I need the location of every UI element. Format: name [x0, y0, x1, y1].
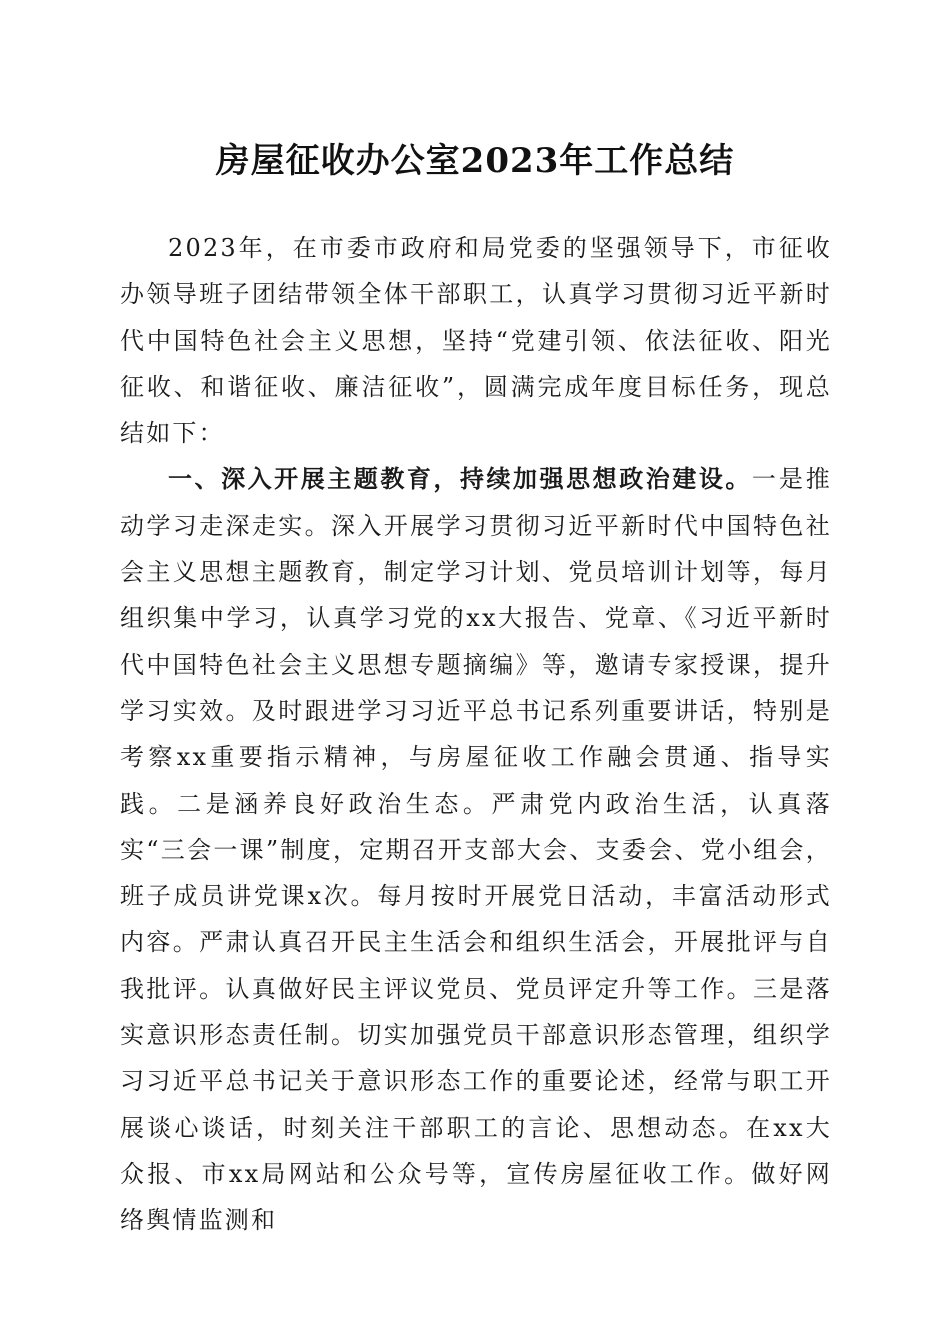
section-1-heading: 一、深入开展主题教育，持续加强思想政治建设。 — [168, 465, 752, 494]
document-body — [120, 225, 832, 1244]
section-1-body: 一是推动学习走深走实。深入开展学习贯彻习近平新时代中国特色社会主义思想主题教育，制定学习计划、党员培训计划等，每月组织集中学习，认真学习党的xx大报告、党章、《习近平新时代中国特色社会主义思想专题摘编》等，邀请专家授课，提升学习实效。及时跟进学习习近平总书记系列重要讲话，特别是考察xx重要指示精神，与房屋征收工作融会贯通、指导实践。二是涵养良好政治生态。严肃党内政治生活，认真落实“三会一课”制度，定期召开支部大会、支委会、党小组会，班子成员讲党课x次。每月按时开展党日活动，丰富活动形式内容。严肃认真召开民主生活会和组织生活会，开展批评与自我批评。认真做好民主评议党员、党员评定升等工作。三是落实意识形态责任制。切实加强党员干部意识形态管理，组织学习习近平总书记关于意识形态工作的重要论述，经常与职工开展谈心谈话，时刻关注干部职工的言论、思想动态。在xx大众报、市xx局网站和公众号等，宣传房屋征收工作。做好网络舆情监测和 — [120, 465, 832, 1235]
section-1-paragraph — [120, 456, 832, 1243]
intro-paragraph: 2023年，在市委市政府和局党委的坚强领导下，市征收办领导班子团结带领全体干部职工，认真学习贯彻习近平新时代中国特色社会主义思想，坚持“党建引领、依法征收、阳光征收、和谐征收、廉洁征收”，圆满完成年度目标任务，现总结如下： — [120, 234, 832, 448]
document-title: 房屋征收办公室2023年工作总结 — [215, 141, 735, 181]
